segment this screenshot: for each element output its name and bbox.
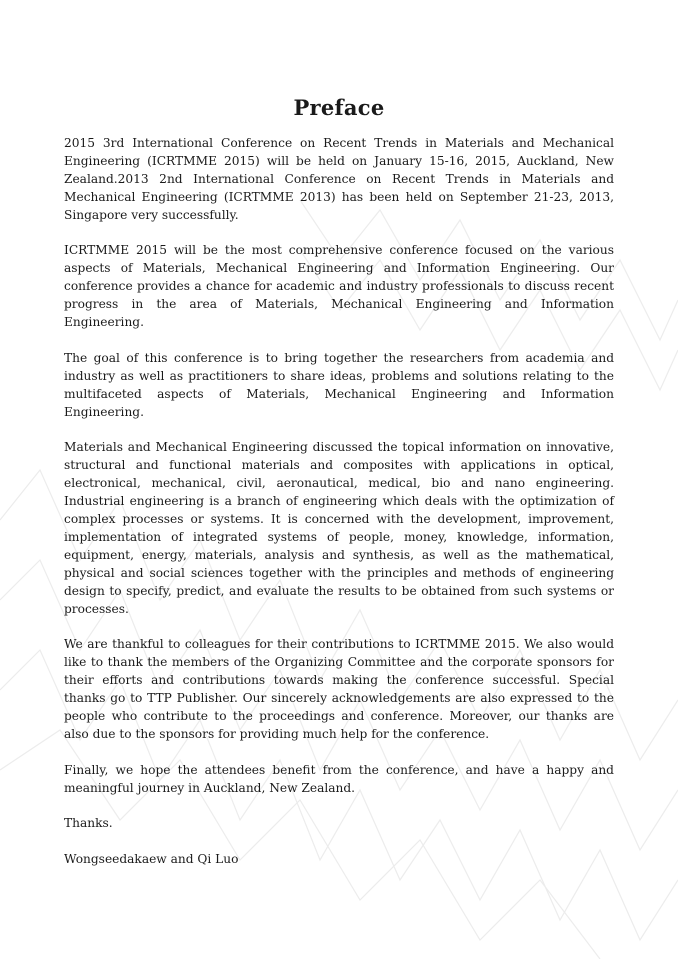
- paragraph-topics: Materials and Mechanical Engineering discussed the topical information on innovative, structural and functional materials and composites with applications in optical, electronical, mechanical, civil, aeronautical, medical, bio and nano engineering. Industrial engineering is a branch of engineering which deals with the optimization of complex processes or systems. It is concerned with the development, improvement, implementation of integrated systems of people, money, knowledge, information, equipment, energy, materials, analysis and synthesis, as well as the mathematical, physical and social sciences together with the principles and methods of engineering design to specify, predict, and evaluate the results to be obtained from such systems or processes.: [64, 440, 614, 616]
- paragraph-goal: The goal of this conference is to bring together the researchers from academia and industry as well as practitioners to share ideas, problems and solutions relating to the multifaceted aspects of Materials, Mechanical Engineering and Information Engineering.: [64, 350, 614, 419]
- page-title: Preface: [293, 95, 385, 120]
- closing-thanks: Thanks.: [64, 816, 113, 831]
- signature: Wongseedakaew and Qi Luo: [64, 852, 239, 867]
- document-body: [64, 135, 614, 887]
- paragraph-closing-wish: Finally, we hope the attendees benefit from the conference, and have a happy and meaningful journey in Auckland, New Zealand.: [64, 762, 614, 795]
- paragraph-scope: ICRTMME 2015 will be the most comprehensive conference focused on the various aspects of Materials, Mechanical Engineering and Information Engineering. Our conference provides a chance for academic and industry professionals to discuss recent progress in the area of Materials, Mechanical Engineering and Information Engineering.: [64, 243, 614, 330]
- paragraph-acknowledgements: We are thankful to colleagues for their contributions to ICRTMME 2015. We also would like to thank the members of the Organizing Committee and the corporate sponsors for their efforts and contributions towards making the conference successful. Special thanks go to TTP Publisher. Our sincerely acknowledgements are also expressed to the people who contribute to the proceedings and conference. Moreover, our thanks are also due to the sponsors for providing much help for the conference.: [64, 637, 614, 741]
- paragraph-intro: 2015 3rd International Conference on Recent Trends in Materials and Mechanical Engineering (ICRTMME 2015) will be held on January 15-16, 2015, Auckland, New Zealand.2013 2nd International Conference on Recent Trends in Materials and Mechanical Engineering (ICRTMME 2013) has been held on September 21-23, 2013, Singapore very successfully.: [64, 136, 614, 222]
